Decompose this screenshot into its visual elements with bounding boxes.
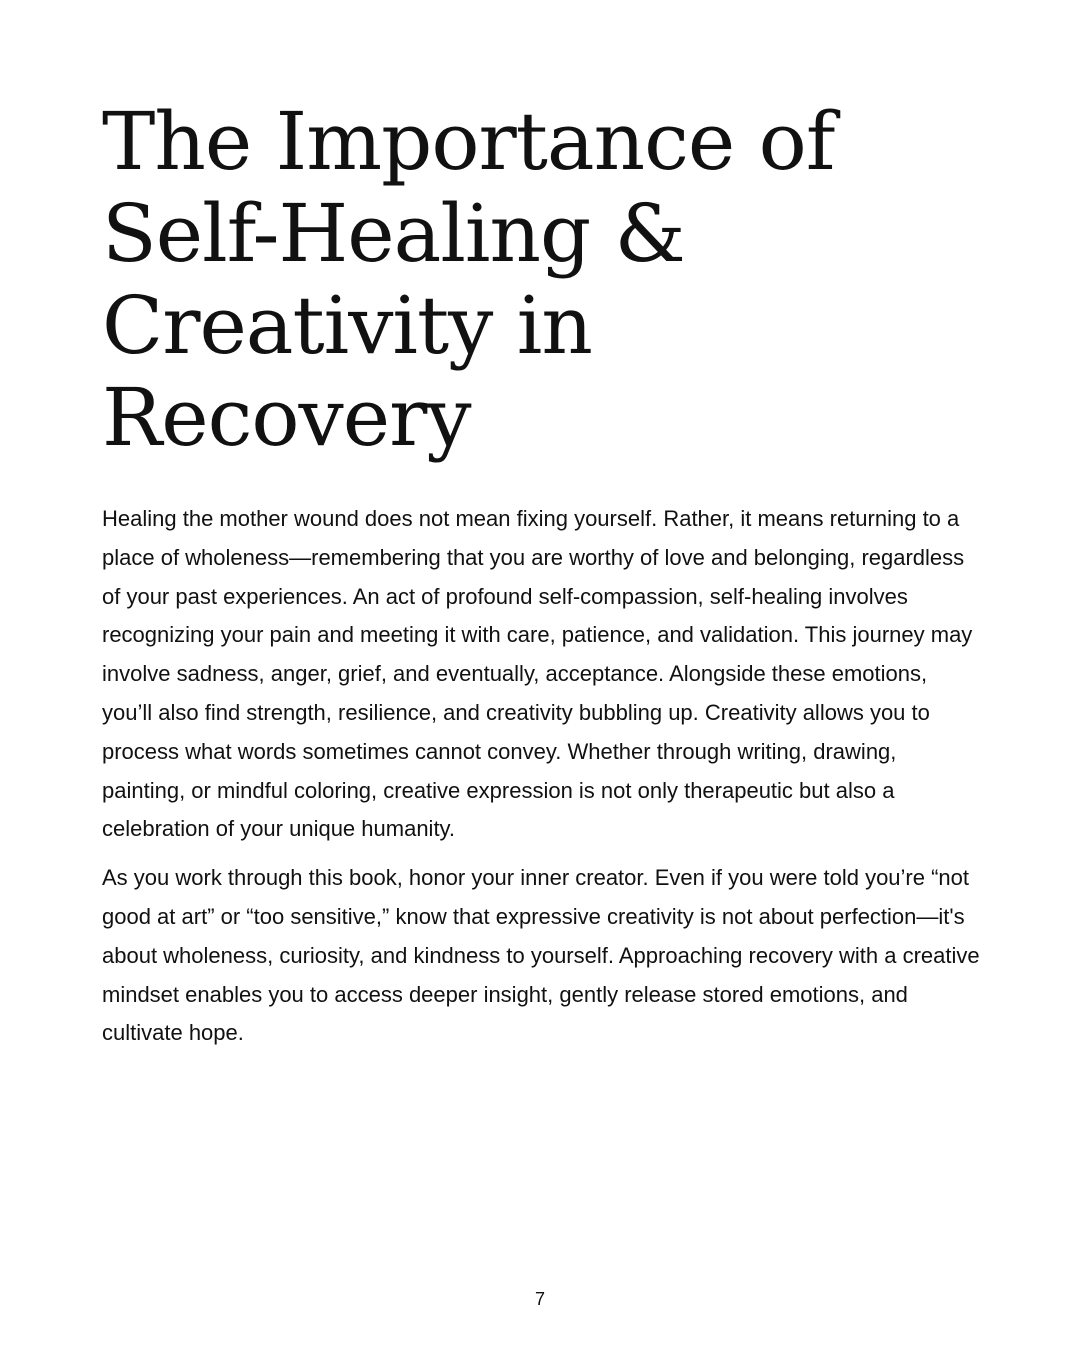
page-content [102,96,982,1063]
page-number: 7 [534,1289,545,1309]
page-title: The Importance of Self-Healing & Creativity in Recovery [102,95,835,464]
paragraph-2: As you work through this book, honor your inner creator. Even if you were told you’re “not good at art” or “too sensitive,” know that expressive creativity is not about perfection—it's about wholeness, curiosity, and kindness to yourself. Approaching recovery with a creative mindset enables you to access deeper insight, gently release stored emotions, and cultivate hope. [102,865,980,1046]
paragraph-1: Healing the mother wound does not mean fixing yourself. Rather, it means returning to a place of wholeness—remembering that you are worthy of love and belonging, regardless of your past experiences. An act of profound self-compassion, self-healing involves recognizing your pain and meeting it with care, patience, and validation. This journey may involve sadness, anger, grief, and eventually, acceptance. Alongside these emotions, you’ll also find strength, resilience, and creativity bubbling up. Creativity allows you to process what words sometimes cannot convey. Whether through writing, drawing, painting, or mindful coloring, creative expression is not only therapeutic but also a celebration of your unique humanity. [102,506,973,842]
body-text [102,500,982,1053]
